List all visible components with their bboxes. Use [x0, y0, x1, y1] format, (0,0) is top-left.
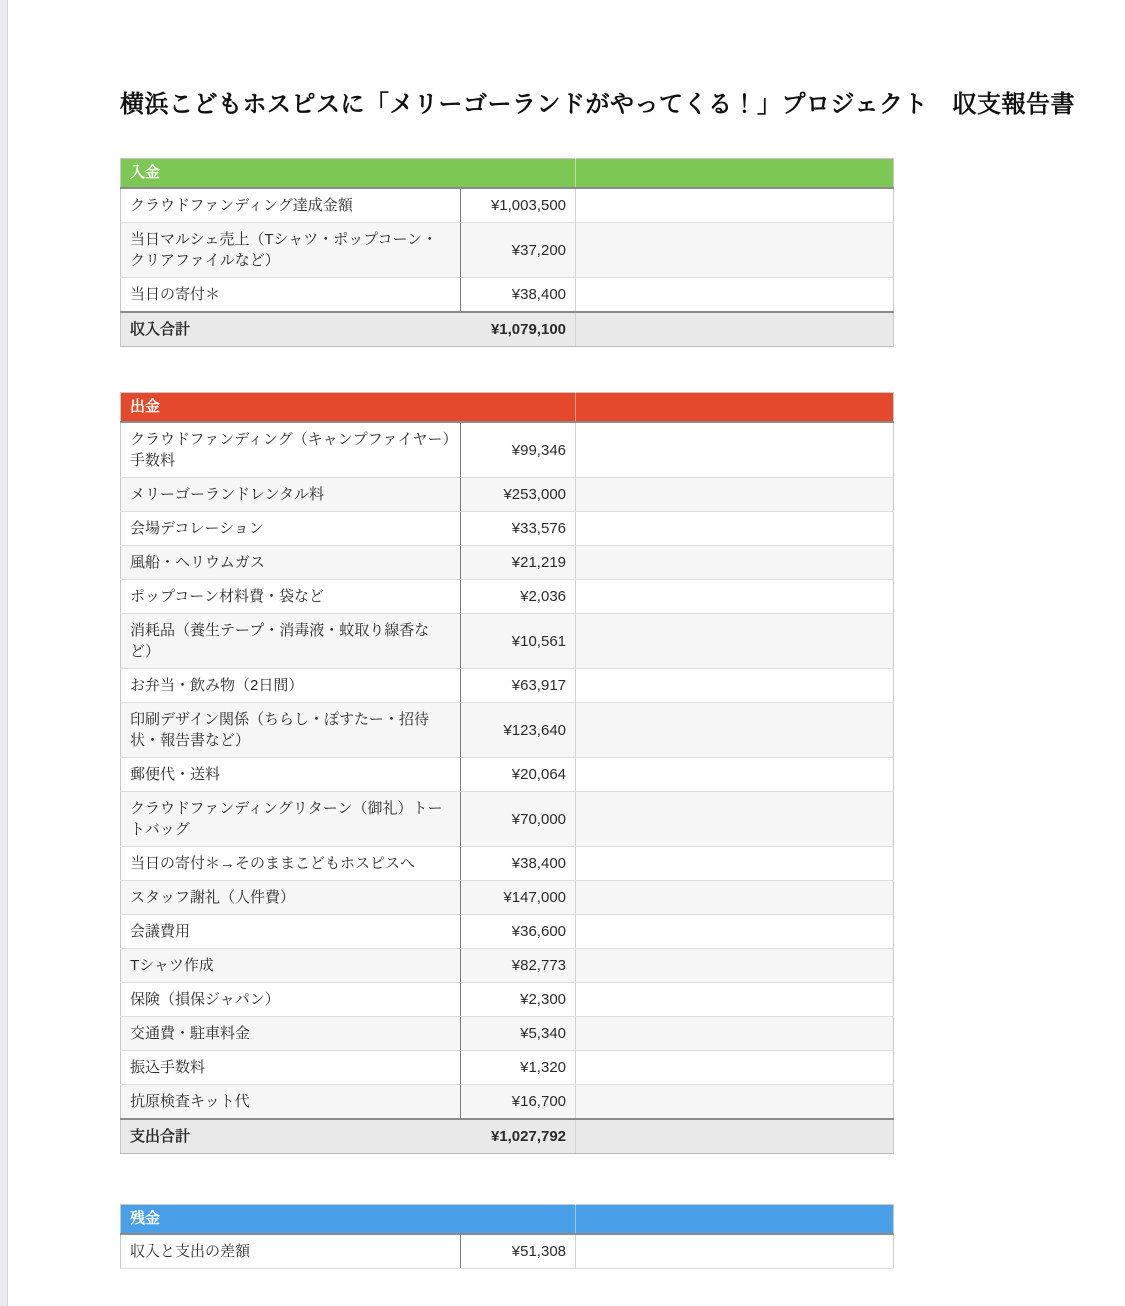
total-amount: ¥1,027,792 [461, 1119, 576, 1154]
row-empty-cell [576, 478, 894, 512]
table-row [121, 703, 894, 758]
table-row [121, 188, 894, 223]
total-empty-cell [576, 312, 894, 347]
row-empty-cell [576, 792, 894, 847]
row-empty-cell [576, 422, 894, 478]
income-header-label: 入金 [121, 159, 576, 189]
table-row [121, 278, 894, 313]
row-empty-cell [576, 1017, 894, 1051]
row-amount: ¥21,219 [461, 546, 576, 580]
expense-header-row [121, 393, 894, 423]
row-amount: ¥1,003,500 [461, 188, 576, 223]
page-edge-strip [0, 0, 8, 1306]
income-header-empty-cell [576, 159, 894, 189]
row-label: 抗原検査キット代 [121, 1085, 461, 1120]
row-empty-cell [576, 1234, 894, 1269]
page-title: 横浜こどもホスピスに「メリーゴーランドがやってくる！」プロジェクト 収支報告書 [120, 91, 1076, 118]
row-label: 収入と支出の差額 [121, 1234, 461, 1269]
table-row [121, 478, 894, 512]
row-amount: ¥51,308 [461, 1234, 576, 1269]
row-amount: ¥99,346 [461, 422, 576, 478]
row-label: お弁当・飲み物（2日間） [121, 669, 461, 703]
table-row [121, 1051, 894, 1085]
row-label: 会場デコレーション [121, 512, 461, 546]
row-amount: ¥33,576 [461, 512, 576, 546]
row-amount: ¥147,000 [461, 881, 576, 915]
total-label: 収入合計 [121, 312, 461, 347]
row-empty-cell [576, 512, 894, 546]
table-row [121, 1085, 894, 1120]
row-empty-cell [576, 915, 894, 949]
table-row [121, 881, 894, 915]
total-row [121, 312, 894, 347]
expense-header-empty-cell [576, 393, 894, 423]
table-row [121, 847, 894, 881]
balance-header-empty-cell [576, 1205, 894, 1235]
row-empty-cell [576, 188, 894, 223]
row-empty-cell [576, 703, 894, 758]
row-amount: ¥36,600 [461, 915, 576, 949]
row-amount: ¥5,340 [461, 1017, 576, 1051]
balance-table [120, 1204, 894, 1269]
row-label: 保険（損保ジャパン） [121, 983, 461, 1017]
row-label: スタッフ謝礼（人件費） [121, 881, 461, 915]
row-amount: ¥70,000 [461, 792, 576, 847]
row-amount: ¥2,300 [461, 983, 576, 1017]
row-amount: ¥10,561 [461, 614, 576, 669]
row-label: 振込手数料 [121, 1051, 461, 1085]
row-label: Tシャツ作成 [121, 949, 461, 983]
balance-header-label: 残金 [121, 1205, 576, 1235]
row-label: クラウドファンディングリターン（御礼）トートバッグ [121, 792, 461, 847]
total-empty-cell [576, 1119, 894, 1154]
row-empty-cell [576, 580, 894, 614]
row-amount: ¥38,400 [461, 847, 576, 881]
table-row [121, 669, 894, 703]
total-label: 支出合計 [121, 1119, 461, 1154]
expense-table [120, 392, 894, 1154]
balance-header-row [121, 1205, 894, 1235]
total-row [121, 1119, 894, 1154]
table-row [121, 223, 894, 278]
table-row [121, 1017, 894, 1051]
row-empty-cell [576, 758, 894, 792]
row-label: 会議費用 [121, 915, 461, 949]
row-label: 当日の寄付＊→そのままこどもホスピスへ [121, 847, 461, 881]
row-label: 消耗品（養生テープ・消毒液・蚊取り線香など） [121, 614, 461, 669]
expense-section [120, 392, 1125, 1154]
row-amount: ¥123,640 [461, 703, 576, 758]
row-amount: ¥63,917 [461, 669, 576, 703]
table-row [121, 915, 894, 949]
table-row [121, 614, 894, 669]
row-amount: ¥253,000 [461, 478, 576, 512]
total-amount: ¥1,079,100 [461, 312, 576, 347]
income-header-row [121, 159, 894, 189]
row-amount: ¥2,036 [461, 580, 576, 614]
table-row [121, 983, 894, 1017]
row-amount: ¥1,320 [461, 1051, 576, 1085]
row-empty-cell [576, 847, 894, 881]
row-empty-cell [576, 614, 894, 669]
row-empty-cell [576, 1051, 894, 1085]
row-label: メリーゴーランドレンタル料 [121, 478, 461, 512]
row-label: クラウドファンディング達成金額 [121, 188, 461, 223]
row-label: 当日の寄付＊ [121, 278, 461, 313]
row-empty-cell [576, 983, 894, 1017]
row-label: クラウドファンディング（キャンプファイヤー）手数料 [121, 422, 461, 478]
row-empty-cell [576, 223, 894, 278]
row-empty-cell [576, 278, 894, 313]
row-label: ポップコーン材料費・袋など [121, 580, 461, 614]
row-label: 風船・ヘリウムガス [121, 546, 461, 580]
balance-section [120, 1204, 1125, 1269]
row-empty-cell [576, 546, 894, 580]
table-row [121, 949, 894, 983]
table-row [121, 546, 894, 580]
row-amount: ¥38,400 [461, 278, 576, 313]
row-empty-cell [576, 669, 894, 703]
row-label: 交通費・駐車料金 [121, 1017, 461, 1051]
row-label: 郵便代・送料 [121, 758, 461, 792]
row-label: 印刷デザイン関係（ちらし・ぽすたー・招待状・報告書など） [121, 703, 461, 758]
table-row [121, 758, 894, 792]
expense-header-label: 出金 [121, 393, 576, 423]
table-row [121, 1234, 894, 1269]
row-label: 当日マルシェ売上（Tシャツ・ポップコーン・クリアファイルなど） [121, 223, 461, 278]
table-row [121, 422, 894, 478]
table-row [121, 792, 894, 847]
income-table [120, 158, 894, 347]
row-amount: ¥82,773 [461, 949, 576, 983]
row-empty-cell [576, 881, 894, 915]
row-empty-cell [576, 1085, 894, 1120]
income-section [120, 158, 1125, 347]
row-empty-cell [576, 949, 894, 983]
row-amount: ¥37,200 [461, 223, 576, 278]
table-row [121, 580, 894, 614]
row-amount: ¥20,064 [461, 758, 576, 792]
table-row [121, 512, 894, 546]
row-amount: ¥16,700 [461, 1085, 576, 1120]
